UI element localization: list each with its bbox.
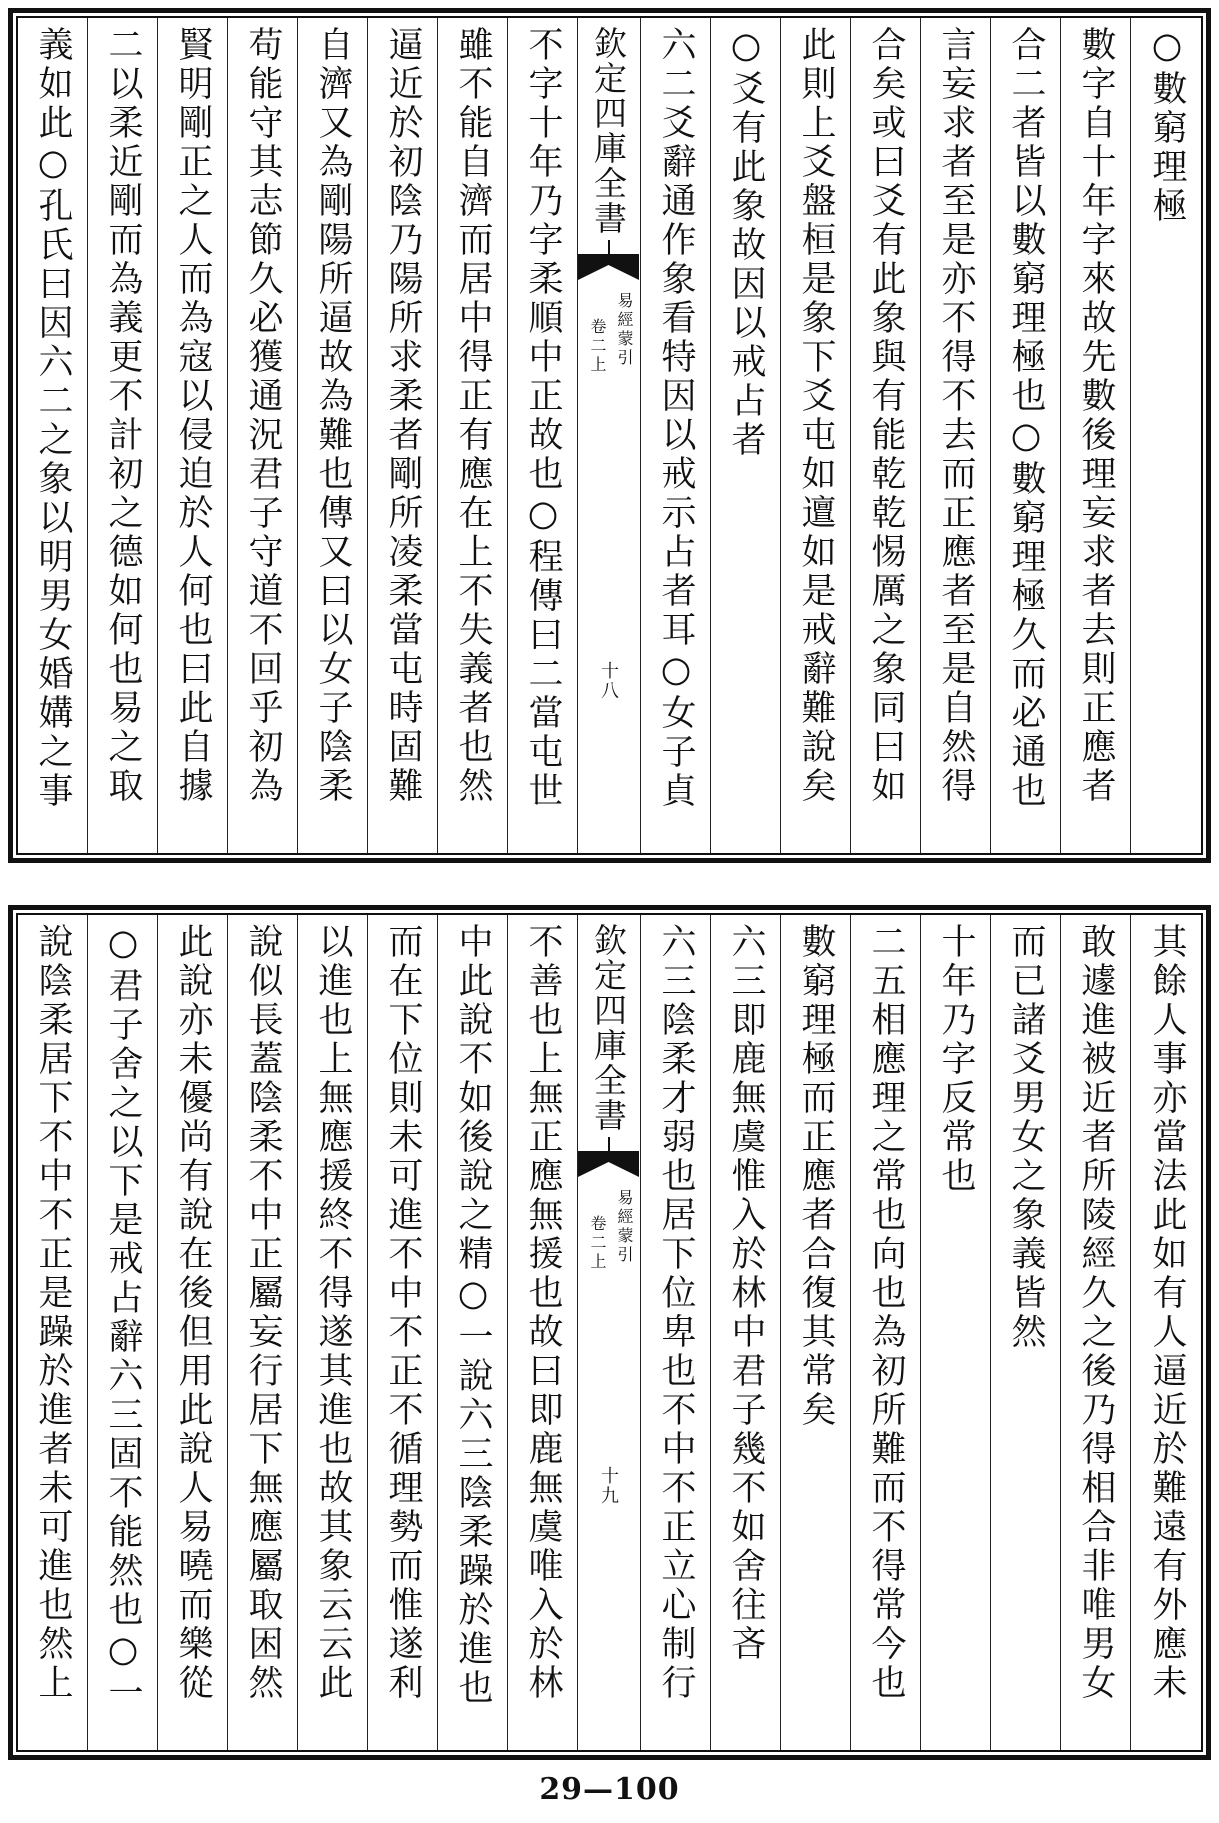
title-rule <box>608 240 610 254</box>
book-title: 欽定四庫全書 <box>589 26 628 236</box>
text-column: 數窮理極而正應者合復其常矣 <box>781 915 851 1750</box>
volume-label: 卷二上 <box>588 318 607 375</box>
center-strip <box>578 915 641 1750</box>
book-title: 欽定四庫全書 <box>589 923 628 1133</box>
fish-tail-mark <box>578 1151 639 1177</box>
work-title: 易經蒙引 <box>615 1189 634 1265</box>
text-column: 不字十年乃字柔順中正故也○程傳曰二當屯世 <box>508 18 578 853</box>
text-column: 合矣或曰爻有此象與有能乾乾惕厲之象同曰如 <box>851 18 921 853</box>
text-column: 此則上爻盤桓是象下爻屯如邅如是戒辭難說矣 <box>781 18 851 853</box>
text-column: 十年乃字反常也 <box>921 915 991 1750</box>
text-column: 其餘人事亦當法此如有人逼近於難遠有外應未 <box>1147 923 1187 1703</box>
text-column: 不善也上無正應無援也故曰即鹿無虞唯入於林 <box>508 915 578 1750</box>
text-column: 中此說不如後說之精○一說六三陰柔躁於進也 <box>438 915 508 1750</box>
text-column: 自濟又為剛陽所逼故為難也傳又曰以女子陰柔 <box>298 18 368 853</box>
page-footer-label: 29—100 <box>539 1772 680 1807</box>
text-column: 雖不能自濟而居中得正有應在上不失義者也然 <box>438 18 508 853</box>
text-column: 逼近於初陰乃陽所求柔者剛所凌柔當屯時固難 <box>368 18 438 853</box>
text-column: 而在下位則未可進不中不正不循理勢而惟遂利 <box>368 915 438 1750</box>
text-column: 而已諸爻男女之象義皆然 <box>991 915 1061 1750</box>
text-column: 數字自十年字來故先數後理妄求者去則正應者 <box>1061 18 1131 853</box>
text-column: 六三陰柔才弱也居下位卑也不中不正立心制行 <box>641 915 711 1750</box>
text-column: 敢遽進被近者所陵經久之後乃得相合非唯男女 <box>1061 915 1131 1750</box>
folio-number: 十九 <box>598 1466 619 1507</box>
text-column: 二以柔近剛而為義更不計初之德如何也易之取 <box>88 18 158 853</box>
text-column: 說似長蓋陰柔不中正屬妄行居下無應屬取困然 <box>228 915 298 1750</box>
text-column: 說陰柔居下不中不正是躁於進者未可進也然上 <box>18 915 88 1750</box>
work-title: 易經蒙引 <box>615 292 634 368</box>
text-column: 六二爻辭通作象看特因以戒示占者耳○女子貞 <box>641 18 711 853</box>
text-column: ○爻有此象故因以戒占者 <box>711 18 781 853</box>
leaf-bottom <box>8 905 1211 1760</box>
folio-number: 十八 <box>598 660 619 701</box>
text-column: 義如此○孔氏曰因六二之象以明男女婚媾之事 <box>18 18 88 853</box>
fish-tail-mark <box>578 254 639 280</box>
text-column: 苟能守其志節久必獲通況君子守道不回乎初為 <box>228 18 298 853</box>
text-column: 言妄求者至是亦不得不去而正應者至是自然得 <box>921 18 991 853</box>
center-strip <box>578 18 641 853</box>
leaf-frame <box>16 16 1203 855</box>
text-column: 合二者皆以數窮理極也○數窮理極久而必通也 <box>991 18 1061 853</box>
text-column: 二五相應理之常也向也為初所難而不得常今也 <box>851 915 921 1750</box>
text-column: ○數窮理極 <box>1147 26 1187 226</box>
leaf-top <box>8 8 1211 863</box>
text-column: 以進也上無應援終不得遂其進也故其象云云此 <box>298 915 368 1750</box>
text-column: 賢明剛正之人而為寇以侵迫於人何也曰此自據 <box>158 18 228 853</box>
title-rule <box>608 1137 610 1151</box>
text-column: 六三即鹿無虞惟入於林中君子幾不如舍往吝 <box>711 915 781 1750</box>
volume-label: 卷二上 <box>588 1215 607 1272</box>
leaf-frame <box>16 913 1203 1752</box>
text-column: ○君子舍之以下是戒占辭六三固不能然也○一 <box>88 915 158 1750</box>
text-column: 此說亦未優尚有說在後但用此說人易曉而樂從 <box>158 915 228 1750</box>
